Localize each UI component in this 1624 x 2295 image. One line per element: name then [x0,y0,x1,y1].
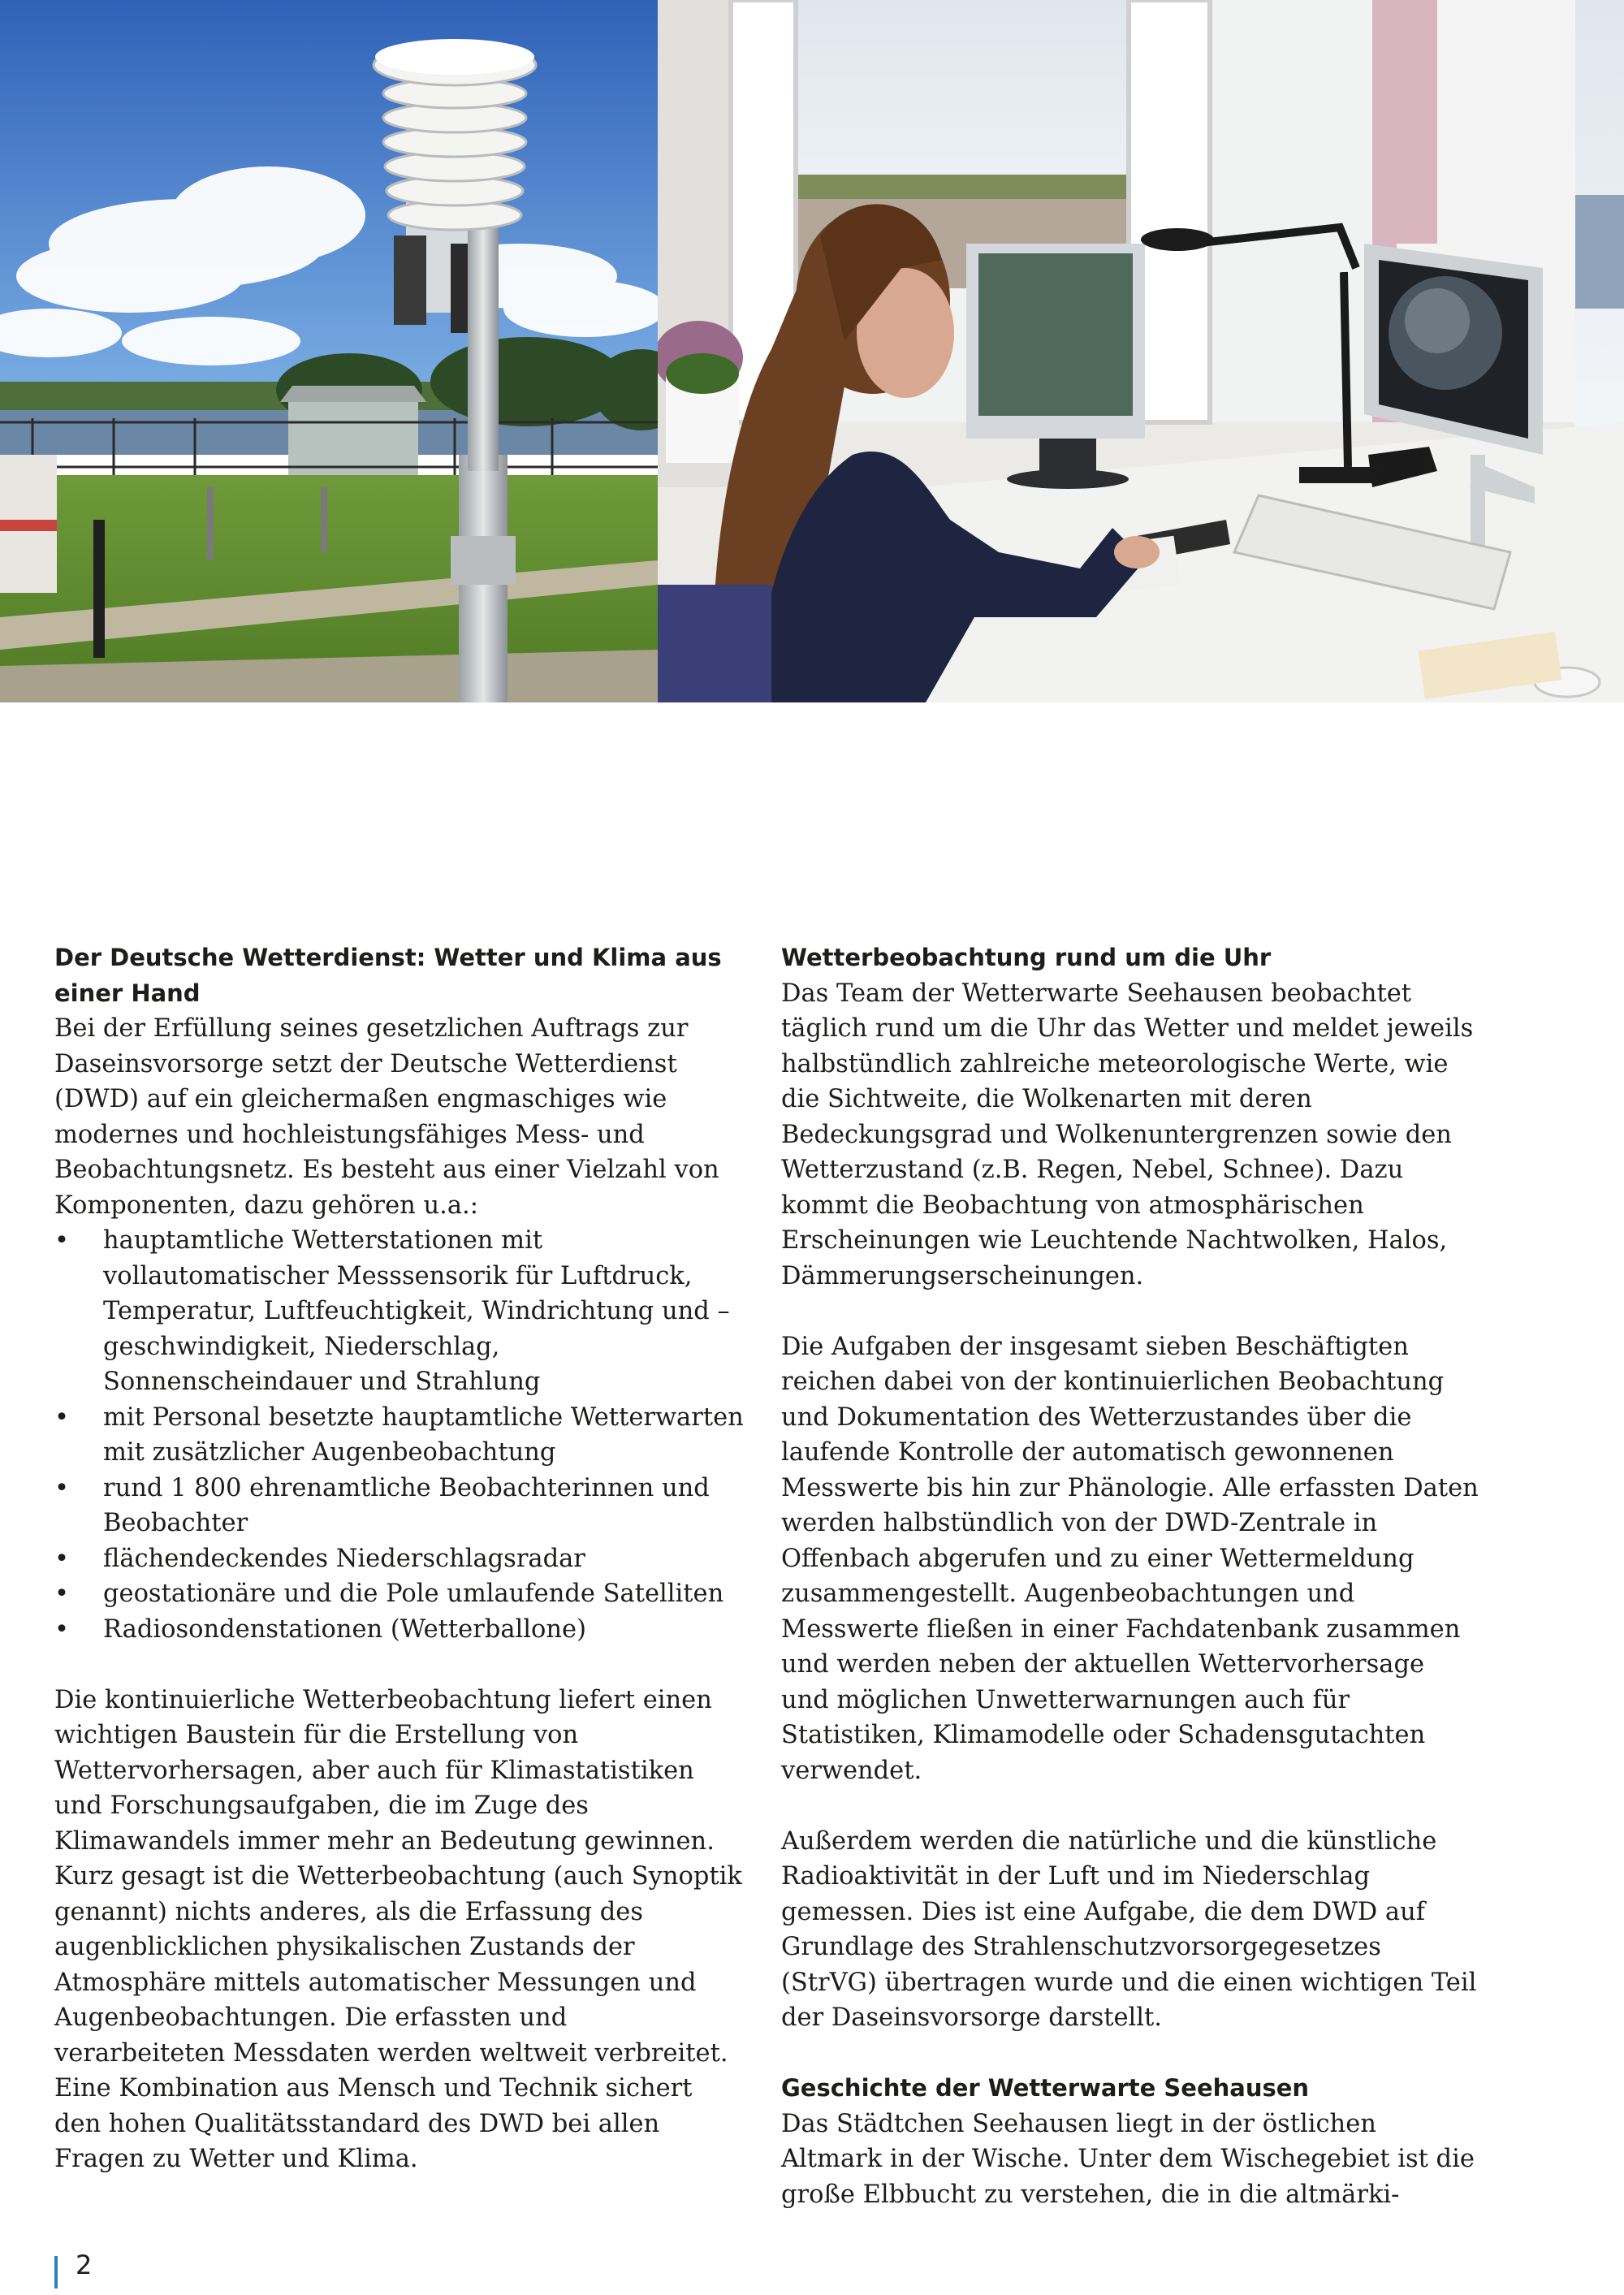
section-heading-history: Geschichte der Wetterwarte Seehausen [781,2074,1310,2102]
body-paragraph: Die kontinuierliche Wetterbeobachtung liefert einen wichtigen Baustein für die Erstellung von Wettervorhersagen, aber auch für Klimastatistiken und Forschungsaufgaben, die im Zuge des Klimawandels immer mehr an Bedeutung gewinnen. Kurz gesagt ist die Wetterbeobachtung (auch Synoptik genannt) nichts anderes, als die Erfassung des augenblicklichen physikalischen Zustands der Atmosphäre mittels automatischer Messungen und Augenbeobachtungen. Die erfassten und verarbeiteten Messdaten werden weltweit verbreitet. Eine Kombination aus Mensch und Technik sichert den hohen Qualitätsstandard des DWD bei allen Fragen zu Wetter und Klima. [54,1685,742,2173]
intro-paragraph: Bei der Erfüllung seines gesetzlichen Auftrags zur Daseinsvorsorge setzt der Deutsche Wetterdienst (DWD) auf ein gleichermaßen engmaschiges wie modernes und hochleistungsfähiges Mess- und Beobachtungsnetz. Es besteht aus einer Vielzahl von Komponenten, dazu gehören u.a.: [54,1014,719,1220]
section-heading-dwd: Der Deutsche Wetterdienst: Wetter und Klima aus einer Hand [54,944,722,1007]
list-item: • Radiosondenstationen (Wetterballone) [54,1612,745,1648]
right-text-column [781,940,1479,2212]
footer-accent-bar [54,2256,58,2289]
list-item: • hauptamtliche Wetterstationen mit vollautomatischer Messsensorik für Luftdruck, Temperatur, Luftfeuchtigkeit, Windrichtung und –geschwindigkeit, Niederschlag, Sonnenscheindauer und Strahlung [54,1223,745,1400]
left-text-column [54,940,745,2177]
section-heading-observation: Wetterbeobachtung rund um die Uhr [781,944,1272,971]
body-paragraph: Die Aufgaben der insgesamt sieben Beschäftigten reichen dabei von der kontinuierlichen Beobachtung und Dokumentation des Wetterzustandes über die laufende Kontrolle der automatisch gewonnenen Messwerte bis hin zur Phänologie. Alle erfassten Daten werden halbstündlich von der DWD-Zentrale in Offenbach abgerufen und zu einer Wettermeldung zusammengestellt. Augenbeobachtungen und Messwerte fließen in einer Fachdatenbank zusammen und werden neben der aktuellen Wettervorhersage und möglichen Unwetterwarnungen auch für Statistiken, Klimamodelle oder Schadensgutachten verwendet. [781,1332,1479,1785]
weather-station-illustration [0,0,658,702]
list-item: • rund 1 800 ehrenamtliche Beobachterinnen und Beobachter [54,1471,745,1541]
list-item: • mit Personal besetzte hauptamtliche Wetterwarten mit zusätzlicher Augenbeobachtung [54,1400,745,1471]
body-paragraph: Das Team der Wetterwarte Seehausen beobachtet täglich rund um die Uhr das Wetter und meldet jeweils halbstündlich zahlreiche meteorologische Werte, wie die Sichtweite, die Wolkenarten mit deren Bedeckungsgrad und Wolkenuntergrenzen sowie den Wetterzustand (z.B. Regen, Nebel, Schnee). Dazu kommt die Beobachtung von atmosphärischen Erscheinungen wie Leuchtende Nachtwolken, Halos, Dämmerungserscheinungen. [781,979,1474,1290]
observer-at-workstation-photo [658,0,1624,702]
workstation-illustration [658,0,1624,702]
list-item: • geostationäre und die Pole umlaufende Satelliten [54,1576,745,1612]
body-paragraph: Außerdem werden die natürliche und die künstliche Radioaktivität in der Luft und im Niederschlag gemessen. Dies ist eine Aufgabe, die dem DWD auf Grundlage des Strahlenschutzvorsorgegesetzes (StrVG) übertragen wurde und die einen wichtigen Teil der Daseinsvorsorge darstellt. [781,1826,1477,2032]
weather-station-photo [0,0,658,702]
page-number: 2 [76,2250,93,2280]
list-item: • flächendeckendes Niederschlagsradar [54,1541,745,1577]
network-components-list [54,1223,745,1647]
body-paragraph: Das Städtchen Seehausen liegt in der östlichen Altmark in der Wische. Unter dem Wischegebiet ist die große Elbbucht zu verstehen, die in die altmärki- [781,2109,1475,2209]
